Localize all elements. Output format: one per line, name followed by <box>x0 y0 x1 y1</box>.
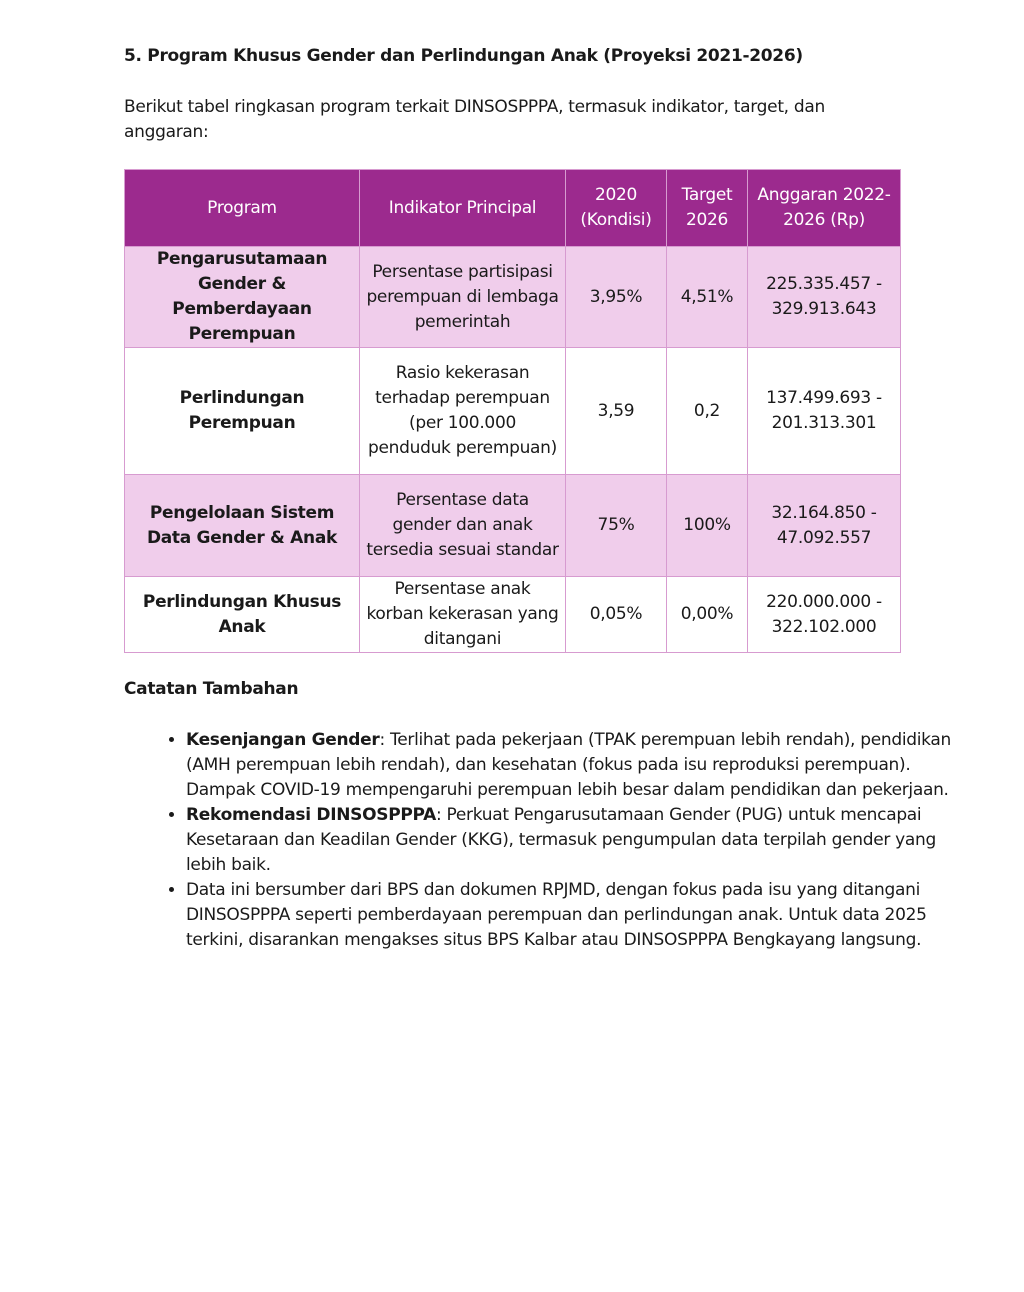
intro-paragraph: Berikut tabel ringkasan program terkait DINSOSPPPA, termasuk indikator, target, dan anggaran: <box>124 97 825 142</box>
notes-title: Catatan Tambahan <box>124 679 299 699</box>
note-text: : Terlihat pada pekerjaan (TPAK perempuan lebih rendah), pendidikan (AMH perempuan lebih rendah), dan kesehatan (fokus pada isu reproduksi perempuan). Dampak COVID-19 mempengaruhi perempuan lebih besar dalam pendidikan dan pekerjaan. <box>186 730 952 800</box>
cell-indikator: Persentase data gender dan anak tersedia sesuai standar <box>360 475 566 577</box>
note-item <box>186 728 966 803</box>
cell-target: 100% <box>667 475 748 577</box>
table-row <box>125 475 901 577</box>
section-heading: 5. Program Khusus Gender dan Perlindungan Anak (Proyeksi 2021-2026) <box>124 46 803 66</box>
cell-program: Perlindungan Khusus Anak <box>125 577 360 653</box>
cell-2020: 3,59 <box>566 348 667 475</box>
note-text: : Perkuat Pengarusutamaan Gender (PUG) untuk mencapai Kesetaraan dan Keadilan Gender (KKG), termasuk pengumpulan data terpilah gender yang lebih baik. <box>186 805 937 875</box>
cell-program: Pengelolaan Sistem Data Gender & Anak <box>125 475 360 577</box>
cell-2020: 0,05% <box>566 577 667 653</box>
note-label: Kesenjangan Gender <box>186 730 380 750</box>
cell-2020: 75% <box>566 475 667 577</box>
header-2020: 2020 (Kondisi) <box>566 170 667 247</box>
cell-indikator: Persentase partisipasi perempuan di lembaga pemerintah <box>360 247 566 348</box>
header-target: Target 2026 <box>667 170 748 247</box>
table-header-row <box>125 170 901 247</box>
header-anggaran: Anggaran 2022-2026 (Rp) <box>748 170 901 247</box>
table-row <box>125 348 901 475</box>
header-program: Program <box>125 170 360 247</box>
cell-indikator: Persentase anak korban kekerasan yang ditangani <box>360 577 566 653</box>
cell-anggaran: 137.499.693 - 201.313.301 <box>748 348 901 475</box>
table-row <box>125 247 901 348</box>
cell-target: 4,51% <box>667 247 748 348</box>
header-indikator: Indikator Principal <box>360 170 566 247</box>
cell-target: 0,2 <box>667 348 748 475</box>
note-text: Data ini bersumber dari BPS dan dokumen RPJMD, dengan fokus pada isu yang ditangani DINSOSPPPA seperti pemberdayaan perempuan dan perlindungan anak. Untuk data 2025 terkini, disarankan mengakses situs BPS Kalbar atau DINSOSPPPA Bengkayang langsung. <box>186 880 927 950</box>
note-item <box>186 803 966 878</box>
note-item <box>186 878 966 953</box>
cell-anggaran: 32.164.850 - 47.092.557 <box>748 475 901 577</box>
cell-anggaran: 220.000.000 - 322.102.000 <box>748 577 901 653</box>
notes-list <box>124 728 966 953</box>
cell-target: 0,00% <box>667 577 748 653</box>
cell-program: Perlindungan Perempuan <box>125 348 360 475</box>
cell-anggaran: 225.335.457 - 329.913.643 <box>748 247 901 348</box>
program-table <box>124 169 901 653</box>
cell-2020: 3,95% <box>566 247 667 348</box>
cell-program: Pengarusutamaan Gender & Pemberdayaan Perempuan <box>125 247 360 348</box>
table-row <box>125 577 901 653</box>
note-label: Rekomendasi DINSOSPPPA <box>186 805 436 825</box>
cell-indikator: Rasio kekerasan terhadap perempuan (per 100.000 penduduk perempuan) <box>360 348 566 475</box>
